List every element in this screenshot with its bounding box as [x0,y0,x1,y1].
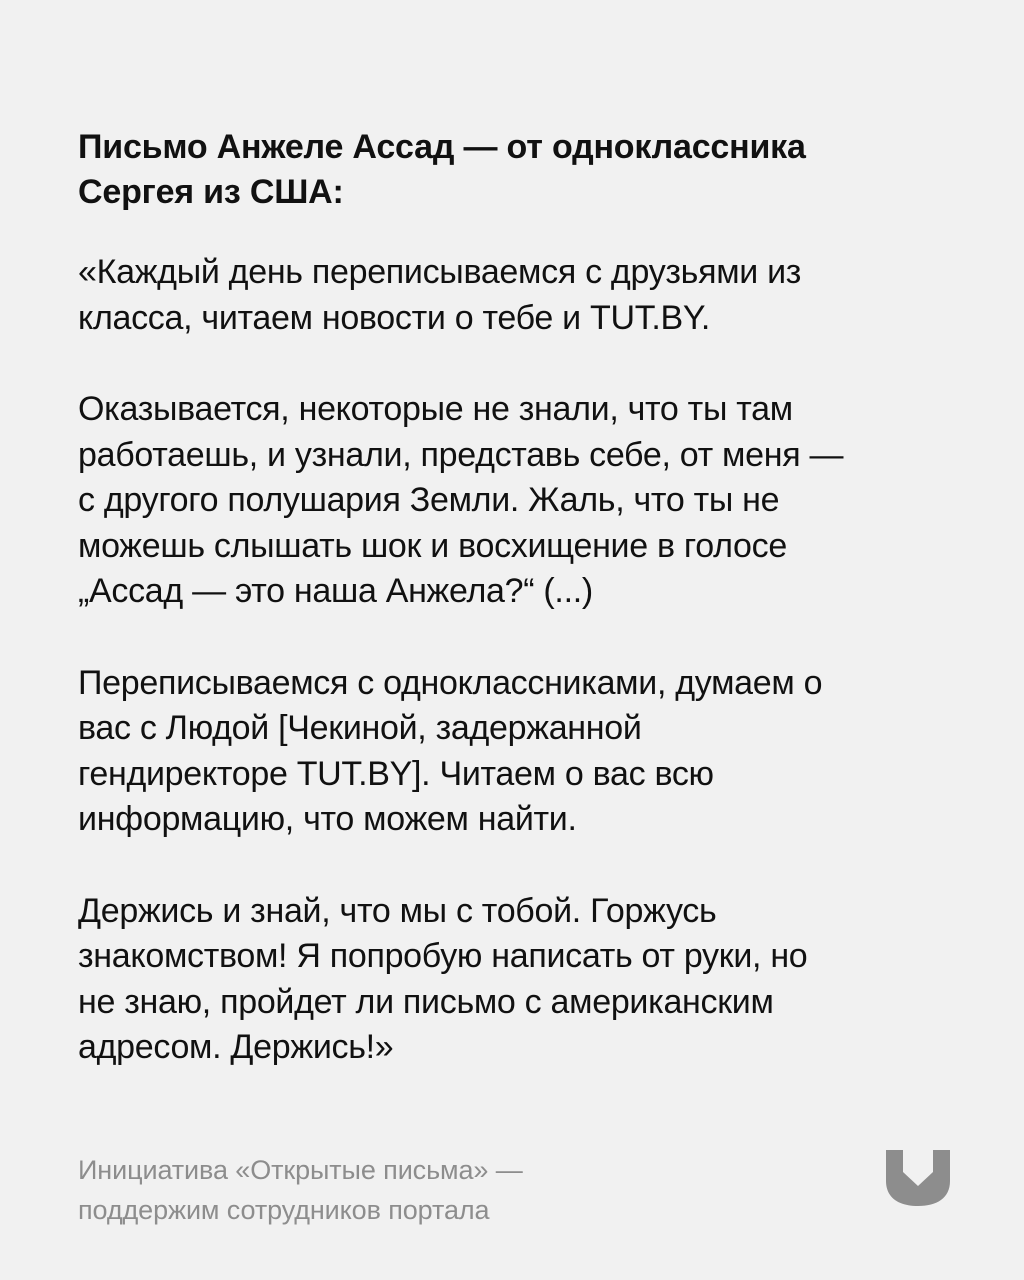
letter-paragraph-2: Оказывается, некоторые не знали, что ты там работаешь, и узнали, представь себе, от меня — с другого полушария Земли. Жаль, что ты не можешь слышать шок и восхищение в голосе „Ассад — это наша Анжела?“ (...) [78,390,844,610]
letter-paragraph-4: Держись и знай, что мы с тобой. Горжусь знакомством! Я попробую написать от руки, но не знаю, пройдет ли письмо с американским адресом. Держись!» [78,891,808,1066]
letter-paragraph-3: Переписываемся с одноклассниками, думаем о вас с Людой [Чекиной, задержанной гендиректоре TUT.BY]. Читаем о вас всю информацию, что можем найти. [78,663,823,838]
letter-title: Письмо Анжеле Ассад — от одноклассника Сергея из США: [78,128,806,211]
shield-chevron-logo-icon [886,1150,950,1206]
letter-content [78,125,958,1071]
logo-shape [886,1150,950,1206]
letter-paragraph-1: «Каждый день переписываемся с друзьями из класса, читаем новости о тебе и TUT.BY. [78,253,802,337]
initiative-caption: Инициатива «Открытые письма» — поддержим сотрудников портала [78,1155,523,1225]
